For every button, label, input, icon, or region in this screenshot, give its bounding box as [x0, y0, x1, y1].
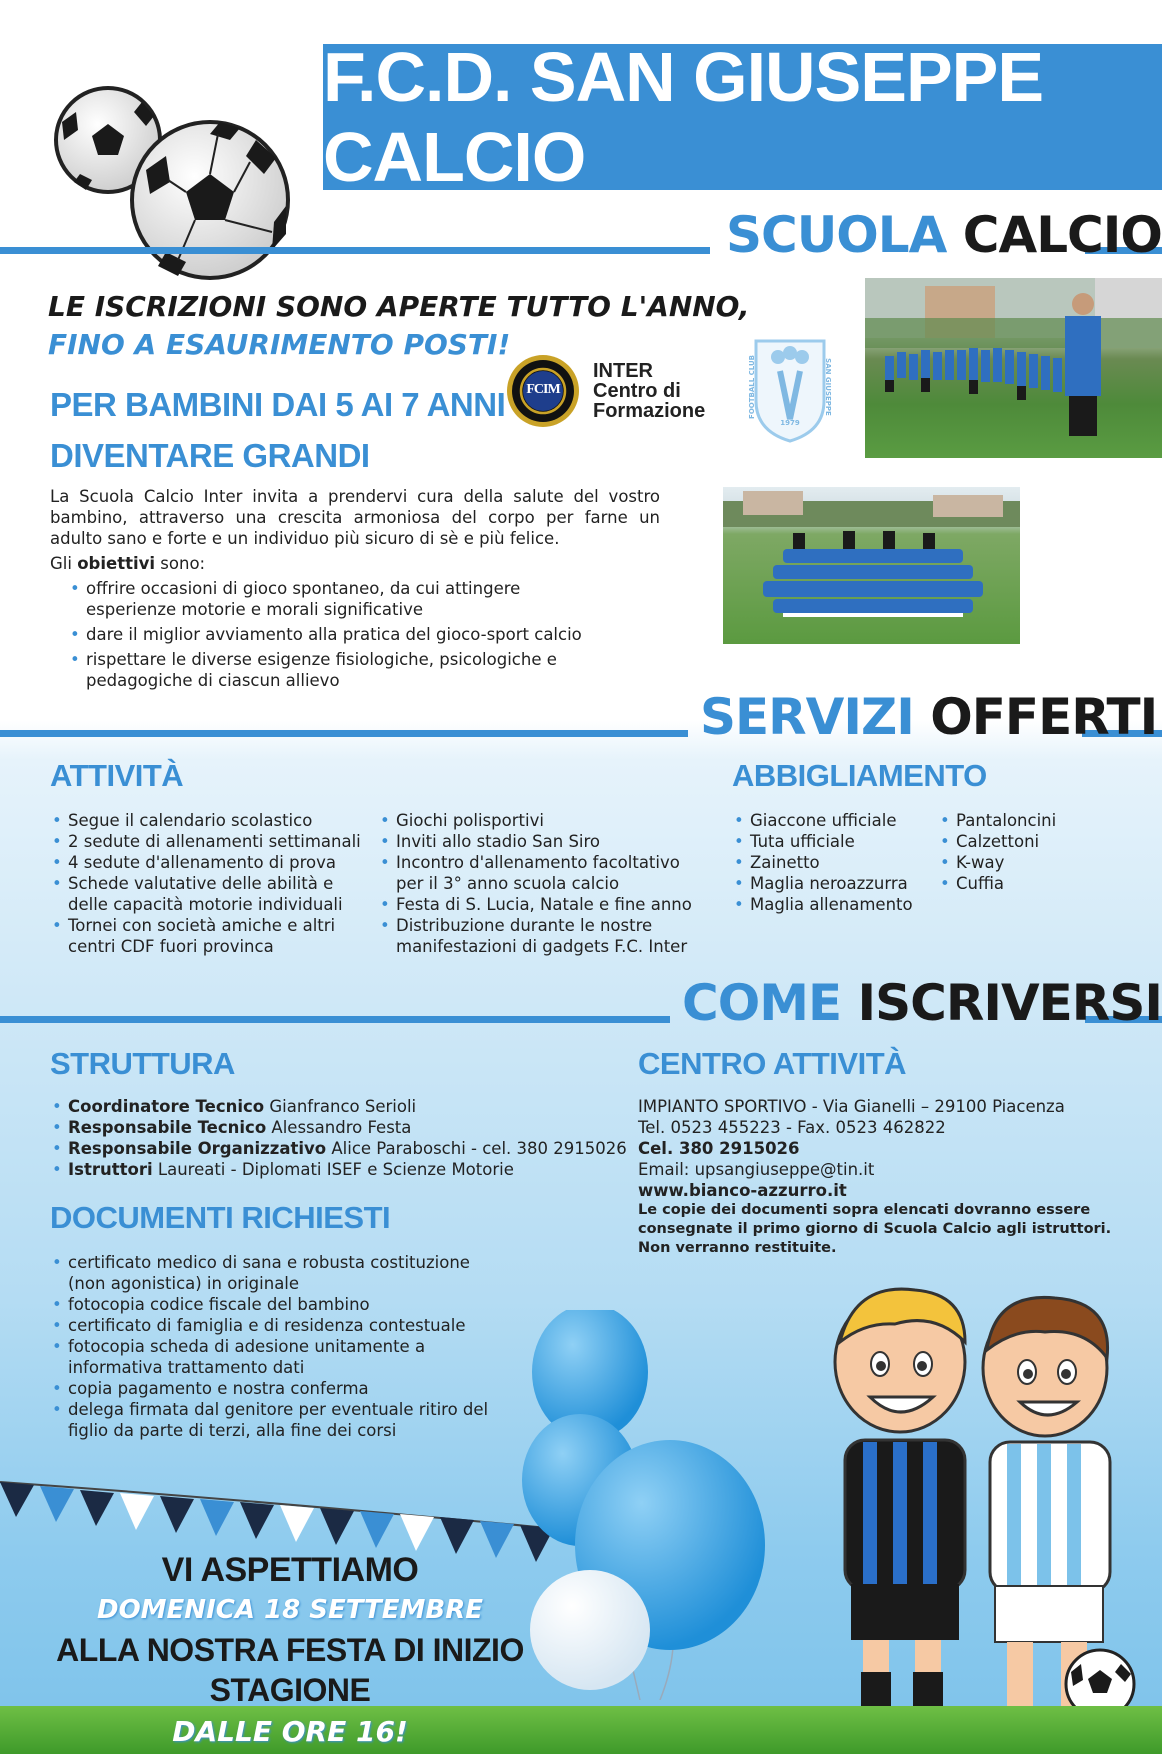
list-item: • Segue il calendario scolastico: [50, 810, 370, 831]
phone-text: Tel. 0523 455223 - Fax. 0523 462822: [638, 1118, 946, 1137]
abbigliamento-heading: ABBIGLIAMENTO: [732, 758, 987, 793]
objectives-list: [68, 578, 588, 691]
list-item: • rispettare le diverse esigenze fisiologiche, psicologiche e pedagogiche di ciascun allievo: [68, 649, 588, 691]
section-divider: [0, 730, 688, 737]
struttura-list: [50, 1096, 650, 1180]
attivita-list-col1: [50, 810, 370, 957]
list-item: • K-way: [938, 852, 1138, 873]
list-item: • Incontro d'allenamento facoltativo per il 3° anno scuola calcio: [378, 852, 708, 894]
list-item: • Istruttori Laureati - Diplomati ISEF e Scienze Motorie: [50, 1159, 650, 1180]
centro-attivita-heading: CENTRO ATTIVITÀ: [638, 1046, 907, 1081]
club-logo-left-text: FOOTBALL CLUB: [748, 355, 756, 419]
invitation-block: [20, 1550, 560, 1754]
page-title: F.C.D. SAN GIUSEPPE CALCIO: [323, 44, 1162, 190]
soccer-ball-icon: [132, 122, 288, 278]
list-item: • Tornei con società amiche e altri centri CDF fuori provinca: [50, 915, 370, 957]
section-divider: [0, 247, 710, 254]
invitation-line-1: VI ASPETTIAMO: [161, 1551, 419, 1589]
list-item: • dare il miglior avviamento alla pratica del gioco-sport calcio: [68, 624, 588, 645]
list-item: • Calzettoni: [938, 831, 1138, 852]
club-logo-right-text: SAN GIUSEPPE: [824, 358, 832, 416]
club-logo: [742, 335, 838, 445]
mobile-text: Cel. 380 2915026: [638, 1139, 800, 1158]
list-item: • 2 sedute di allenamenti settimanali: [50, 831, 370, 852]
section-heading-servizi-offerti: SERVIZI OFFERTI: [700, 688, 1158, 746]
age-range-heading: PER BAMBINI DAI 5 AI 7 ANNI: [50, 386, 506, 423]
attivita-list-col2: [378, 810, 708, 957]
section-divider: [0, 1016, 670, 1023]
invitation-date: DOMENICA 18 SETTEMBRE: [96, 1595, 484, 1625]
list-item: • Maglia neroazzurra: [732, 873, 942, 894]
invitation-time: DALLE ORE 16!: [172, 1715, 408, 1748]
documenti-heading: DOCUMENTI RICHIESTI: [50, 1200, 391, 1235]
struttura-heading: STRUTTURA: [50, 1046, 235, 1081]
list-item: • certificato medico di sana e robusta costituzione (non agonistica) in originale: [50, 1252, 510, 1294]
list-item: • Festa di S. Lucia, Natale e fine anno: [378, 894, 708, 915]
list-item: • Inviti allo stadio San Siro: [378, 831, 708, 852]
enrollment-headline: LE ISCRIZIONI SONO APERTE TUTTO L'ANNO,: [48, 290, 750, 323]
list-item: • copia pagamento e nostra conferma: [50, 1378, 510, 1399]
balloons-illustration: [520, 1310, 850, 1700]
enrollment-subheadline: FINO A ESAURIMENTO POSTI!: [48, 328, 511, 361]
website-text: www.bianco-azzurro.it: [638, 1181, 847, 1200]
club-logo-year: 1979: [780, 419, 800, 427]
abbigliamento-list-col1: [732, 810, 942, 915]
documenti-list: [50, 1252, 510, 1441]
section-heading-come-iscriversi: COME ISCRIVERSI: [682, 974, 1162, 1032]
inter-crest-monogram: FCIM: [526, 382, 560, 397]
list-item: • Coordinatore Tecnico Gianfranco Serioli: [50, 1096, 650, 1117]
inter-logo: [505, 353, 715, 433]
list-item: • Maglia allenamento: [732, 894, 942, 915]
list-item: • certificato di famiglia e di residenza contestuale: [50, 1315, 510, 1336]
attivita-heading: ATTIVITÀ: [50, 758, 184, 793]
section-heading-scuola-calcio: SCUOLA CALCIO: [726, 206, 1162, 264]
documents-note: Le copie dei documenti sopra elencati dovranno essere consegnate il primo giorno di Scuola Calcio agli istruttori. Non verranno restituite.: [638, 1202, 1112, 1256]
list-item: • Giaccone ufficiale: [732, 810, 942, 831]
list-item: • fotocopia scheda di adesione unitamente a informativa trattamento dati: [50, 1336, 510, 1378]
list-item: • Responsabile Organizzativo Alice Paraboschi - cel. 380 2915026: [50, 1138, 650, 1159]
list-item: • offrire occasioni di gioco spontaneo, da cui attingere esperienze motorie e morali significative: [68, 578, 588, 620]
list-item: • 4 sedute d'allenamento di prova: [50, 852, 370, 873]
list-item: • Tuta ufficiale: [732, 831, 942, 852]
team-photo-line: [865, 278, 1162, 458]
email-text: Email: upsangiuseppe@tin.it: [638, 1160, 875, 1179]
list-item: • Responsabile Tecnico Alessandro Festa: [50, 1117, 650, 1138]
list-item: • Distribuzione durante le nostre manifestazioni di gadgets F.C. Inter: [378, 915, 708, 957]
list-item: • delega firmata dal genitore per eventuale ritiro del figlio da parte di terzi, alla fine dei corsi: [50, 1399, 510, 1441]
inter-logo-text: INTER Centro di Formazione: [593, 360, 706, 422]
intro-paragraph: La Scuola Calcio Inter invita a prendervi cura della salute del vostro bambino, attraverso una crescita armoniosa del corpo per farne un adulto sano e forte e un individuo più sicuro di sè e più felice.: [50, 487, 660, 548]
list-item: • Giochi polisportivi: [378, 810, 708, 831]
list-item: • Schede valutative delle abilità e delle capacità motorie individuali: [50, 873, 370, 915]
list-item: • fotocopia codice fiscale del bambino: [50, 1294, 510, 1315]
invitation-line-3: ALLA NOSTRA FESTA DI INIZIO STAGIONE: [56, 1632, 524, 1708]
list-item: • Cuffia: [938, 873, 1138, 894]
objectives-label: Gli obiettivi sono:: [50, 554, 206, 573]
list-item: • Zainetto: [732, 852, 942, 873]
kids-mascot-illustration: [815, 1272, 1145, 1752]
abbigliamento-list-col2: [938, 810, 1138, 894]
team-photo-group: [723, 487, 1020, 644]
list-item: • Pantaloncini: [938, 810, 1138, 831]
diventare-grandi-heading: DIVENTARE GRANDI: [50, 437, 370, 474]
centro-attivita-info: [638, 1096, 1118, 1258]
address-text: IMPIANTO SPORTIVO - Via Gianelli – 29100 Piacenza: [638, 1097, 1065, 1116]
